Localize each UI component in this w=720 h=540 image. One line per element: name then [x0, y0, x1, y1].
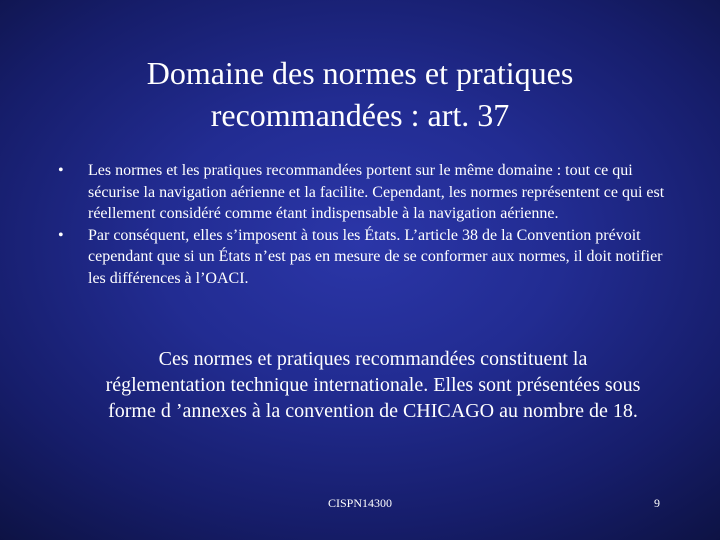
- bullet-list: [58, 160, 668, 289]
- bullet-item: [58, 160, 668, 225]
- slide-title: [60, 52, 660, 136]
- page-number: 9: [654, 496, 660, 510]
- title-line-2: recommandées : art. 37: [210, 97, 510, 133]
- bullet-text: Les normes et les pratiques recommandées portent sur le même domaine : tout ce qui sécurise la navigation aérienne et la facilite. Cependant, les normes représentent ce qui est réellement considéré comme étant indispensable à la navigation aérienne.: [88, 162, 665, 222]
- bullet-marker: •: [58, 162, 64, 179]
- title-line-1: Domaine des normes et pratiques: [146, 55, 574, 91]
- footer-label: CISPN14300: [327, 496, 392, 510]
- bullet-item: [58, 225, 668, 290]
- bullet-text: Par conséquent, elles s’imposent à tous les États. L’article 38 de la Convention prévoit cependant que si un États n’est pas en mesure de se conformer aux normes, il doit notifier les différences à l’OACI.: [88, 226, 663, 287]
- bullet-marker: •: [58, 226, 64, 244]
- summary-paragraph: Ces normes et pratiques recommandées constituent la réglementation technique internationale. Elles sont présentées sous forme d ’annexes à la convention de CHICAGO au nombre de 18.: [105, 348, 641, 422]
